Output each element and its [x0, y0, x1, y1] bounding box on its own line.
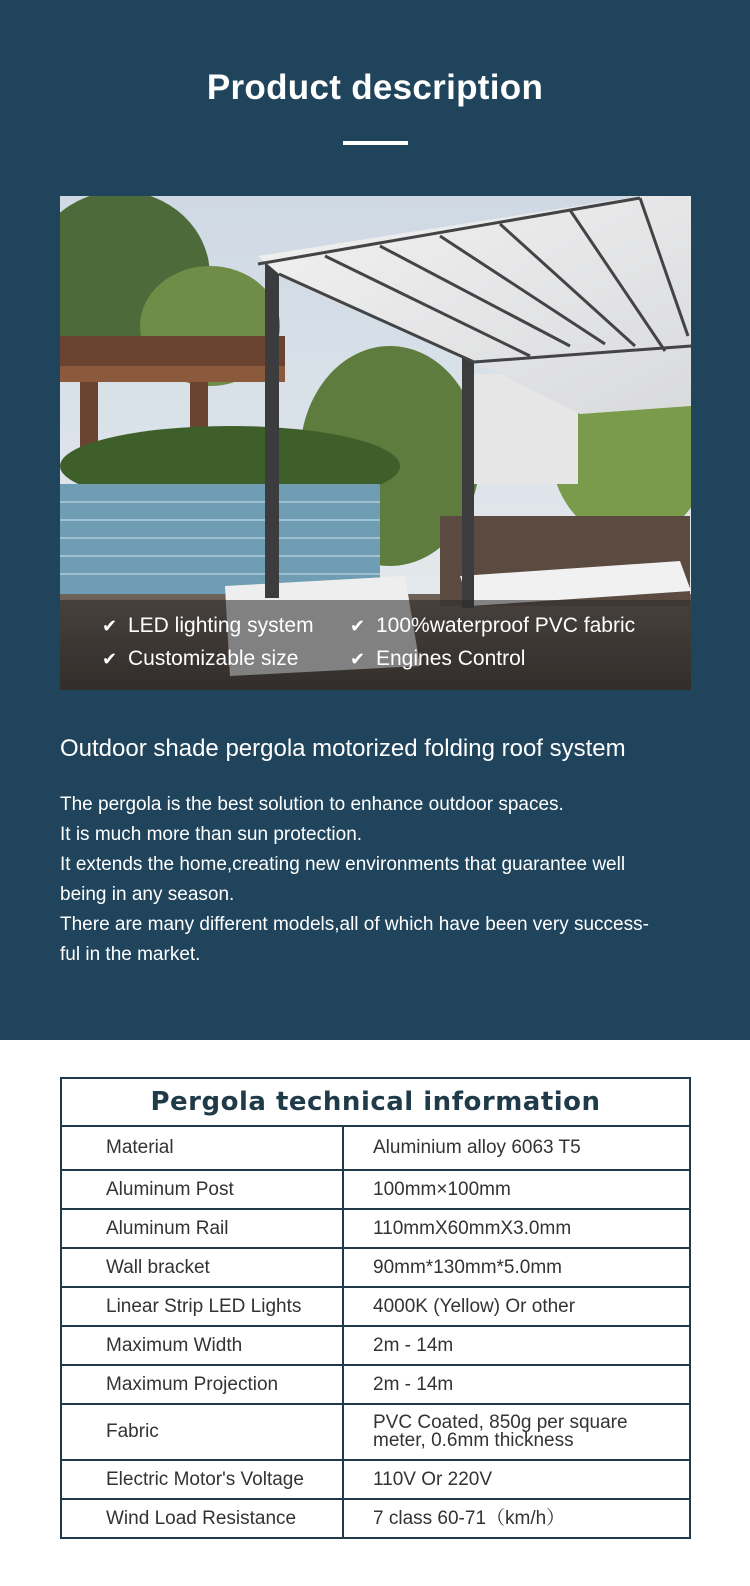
table-row: [62, 1461, 689, 1500]
spec-label: Aluminum Rail: [62, 1210, 344, 1247]
check-icon: ✔: [350, 616, 366, 636]
spec-value: 2m - 14m: [373, 1373, 454, 1395]
table-row: [62, 1366, 689, 1405]
feature-label: LED lighting system: [128, 614, 314, 637]
spec-value: 90mm*130mm*5.0mm: [373, 1256, 562, 1278]
table-row: [62, 1127, 689, 1171]
spec-value: PVC Coated, 850g per square meter, 0.6mm thickness: [373, 1412, 628, 1451]
spec-value: 110V Or 220V: [373, 1468, 493, 1490]
feature-item: [350, 647, 525, 671]
feature-label: Engines Control: [376, 647, 526, 670]
table-row: [62, 1405, 689, 1461]
product-subtitle: Outdoor shade pergola motorized folding roof system: [60, 735, 626, 762]
table-row: [62, 1327, 689, 1366]
spec-label: Fabric: [62, 1405, 344, 1459]
table-row: [62, 1500, 689, 1537]
table-row: [62, 1288, 689, 1327]
check-icon: ✔: [102, 649, 118, 669]
spec-value: Aluminium alloy 6063 T5: [373, 1137, 581, 1158]
spec-label: Wind Load Resistance: [62, 1500, 344, 1537]
spec-label: Material: [62, 1127, 344, 1169]
description-line: It extends the home,creating new environments that guarantee well: [60, 854, 626, 875]
page-title: Product description: [206, 68, 544, 107]
spec-label: Wall bracket: [62, 1249, 344, 1286]
feature-label: 100%waterproof PVC fabric: [376, 614, 636, 637]
spec-value: 2m - 14m: [373, 1334, 454, 1356]
tech-info-table: [60, 1077, 691, 1539]
product-description: [60, 790, 692, 970]
spec-label: Maximum Width: [62, 1327, 344, 1364]
spec-value: 100mm×100mm: [373, 1178, 511, 1200]
table-row: [62, 1249, 689, 1288]
spec-label: Electric Motor's Voltage: [62, 1461, 344, 1498]
spec-value: 7 class 60-71（km/h）: [373, 1507, 566, 1529]
feature-item: [102, 647, 298, 671]
spec-label: Maximum Projection: [62, 1366, 344, 1403]
spec-label: Aluminum Post: [62, 1171, 344, 1208]
description-line: ful in the market.: [60, 944, 201, 965]
description-line: being in any season.: [60, 884, 235, 905]
spec-value: 110mmX60mmX3.0mm: [373, 1217, 572, 1239]
spec-value: 4000K (Yellow) Or other: [373, 1295, 576, 1317]
table-row: [62, 1210, 689, 1249]
feature-item: [350, 614, 635, 638]
description-line: It is much more than sun protection.: [60, 824, 363, 845]
table-row: [62, 1171, 689, 1210]
pergola-photo: [60, 196, 691, 690]
feature-strip: [60, 600, 691, 690]
check-icon: ✔: [102, 616, 118, 636]
spec-label: Linear Strip LED Lights: [62, 1288, 344, 1325]
description-line: The pergola is the best solution to enhance outdoor spaces.: [60, 794, 564, 815]
description-line: There are many different models,all of which have been very success-: [60, 914, 649, 935]
check-icon: ✔: [350, 649, 366, 669]
title-underline: [343, 141, 408, 145]
table-title: Pergola technical information: [62, 1079, 689, 1127]
feature-item: [102, 614, 314, 638]
feature-label: Customizable size: [128, 647, 299, 670]
